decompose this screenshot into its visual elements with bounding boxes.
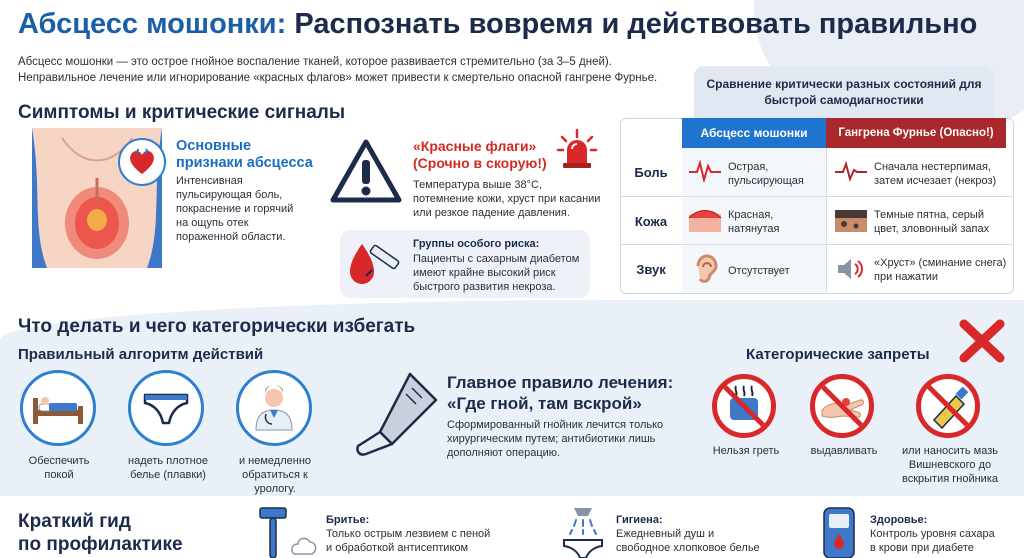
col-header-gangrene: Гангрена Фурнье (Опасно!): [826, 118, 1006, 148]
heart-icon: [118, 138, 166, 186]
intro-line-2: Неправильное лечение или игнорирование «красных флагов» может привести к смертельно опасной гангрене Фурнье.: [18, 72, 658, 84]
ban-3-label: или наносить мазь Вишневского до вскрытия гнойника: [902, 445, 998, 485]
step-2-label: надеть плотное белье (плавки): [128, 455, 208, 481]
speaker-icon: [836, 256, 864, 287]
ban-1-label: Нельзя греть: [712, 445, 780, 457]
prevention-heading-line-1: Краткий гид: [18, 511, 131, 532]
prevention-shaving-text: [326, 527, 526, 555]
row-divider: [620, 244, 1014, 245]
underwear-icon: [128, 370, 204, 446]
squeeze-icon: [810, 374, 874, 438]
intro-line-1: Абсцесс мошонки — это острое гнойное воспаление тканей, которое развивается стремительно (за 3–5 дней).: [18, 56, 612, 68]
pulse-line-icon: [688, 160, 722, 187]
prevention-hygiene-title: Гигиена:: [616, 514, 663, 526]
sound-abscess-text: Отсутствует: [728, 265, 790, 277]
intro-text: [18, 54, 698, 86]
prevention-health-title: Здоровье:: [870, 514, 928, 526]
red-flags-title: «Красные флаги» (Срочно в скорую!): [413, 138, 547, 171]
prevention-shaving-text-line-1: Только острым лезвием с пеной: [326, 528, 491, 540]
glucometer-icon: [818, 506, 862, 558]
prevention-shaving-title: Бритье:: [326, 514, 370, 526]
prevention-hygiene-text: [616, 527, 806, 555]
page-title-rest: Распознать вовремя и действовать правильно: [286, 8, 978, 40]
col-header-abscess: Абсцесс мошонки: [682, 118, 826, 148]
warning-triangle-icon: [330, 138, 402, 209]
shower-icon: [558, 506, 608, 558]
symptoms-heading: Симптомы и критические сигналы: [18, 102, 346, 123]
prevention-hygiene-text-line-2: свободное хлопковое белье: [616, 542, 760, 554]
blood-syringe-icon: [348, 240, 404, 295]
algorithm-heading: Правильный алгоритм действий: [18, 346, 264, 363]
row-label-pain: Боль: [634, 165, 668, 180]
bed-rest-icon: [20, 370, 96, 446]
pain-gangrene-text: Сначала нестерпимая, затем исчезает (некроз): [874, 161, 997, 187]
ear-icon: [692, 254, 718, 289]
ointment-tube-icon: [916, 374, 980, 438]
row-label-sound: Звук: [636, 262, 666, 277]
step-3-label: и немедленно обратиться к урологу.: [238, 455, 312, 495]
main-rule-title-line-2: «Где гной, там вскрой»: [447, 394, 642, 413]
main-signs-title: Основные признаки абсцесса: [176, 138, 313, 171]
page-title-accent: Абсцесс мошонки:: [18, 8, 287, 40]
ban-2-label: выдавливать: [810, 445, 878, 457]
prevention-heading: [18, 510, 183, 556]
prevention-hygiene-text-line-1: Ежедневный душ и: [616, 528, 715, 540]
main-signs-text: Интенсивная пульсирующая боль, покраснение и горячий на ощупь отек пораженной области.: [176, 175, 294, 243]
razor-icon: [256, 506, 318, 558]
page-title: [18, 8, 977, 41]
column-divider: [826, 148, 827, 292]
step-1-label: Обеспечить покой: [28, 455, 90, 481]
heating-pad-icon: [712, 374, 776, 438]
cross-icon: [958, 318, 1006, 369]
prevention-health-text-line-2: в крови при диабете: [870, 542, 974, 554]
comparison-title: Сравнение критически разных состояний для быстрой самодиагностики: [694, 66, 994, 120]
risk-group-text: Пациенты с сахарным диабетом имеют крайне высокий риск быстрого развития некроза.: [413, 253, 580, 293]
pulse-fade-icon: [834, 160, 868, 187]
red-flags-text: Температура выше 38°C, потемнение кожи, хруст при касании или резкое падение давления.: [413, 179, 601, 219]
main-rule-title: [447, 372, 707, 414]
pain-abscess-text: Острая, пульсирующая: [728, 161, 804, 187]
main-rule-text: Сформированный гнойник лечится только хирургическим путем; антибиотики лишь дополняют операцию.: [447, 419, 664, 459]
main-rule-title-line-1: Главное правило лечения:: [447, 373, 674, 392]
skin-gangrene-text: Темные пятна, серый цвет, зловонный запах: [874, 209, 990, 235]
actions-heading: Что делать и чего категорически избегать: [18, 316, 416, 337]
siren-icon: [556, 128, 598, 175]
risk-group-title: Группы особого риска:: [413, 238, 540, 250]
sound-gangrene-text: «Хруст» (сминание снега) при нажатии: [874, 257, 1007, 283]
dark-skin-icon: [834, 206, 868, 239]
scalpel-icon: [352, 368, 442, 463]
prevention-health-text-line-1: Контроль уровня сахара: [870, 528, 995, 540]
red-skin-icon: [688, 206, 722, 239]
prevention-health-text: [870, 527, 1020, 555]
row-divider: [620, 196, 1014, 197]
doctor-icon: [236, 370, 312, 446]
row-label-skin: Кожа: [634, 214, 668, 229]
prevention-heading-line-2: по профилактике: [18, 534, 183, 555]
prevention-shaving-text-line-2: и обработкой антисептиком: [326, 542, 469, 554]
bans-heading: Категорические запреты: [746, 346, 930, 363]
skin-abscess-text: Красная, натянутая: [728, 209, 780, 235]
